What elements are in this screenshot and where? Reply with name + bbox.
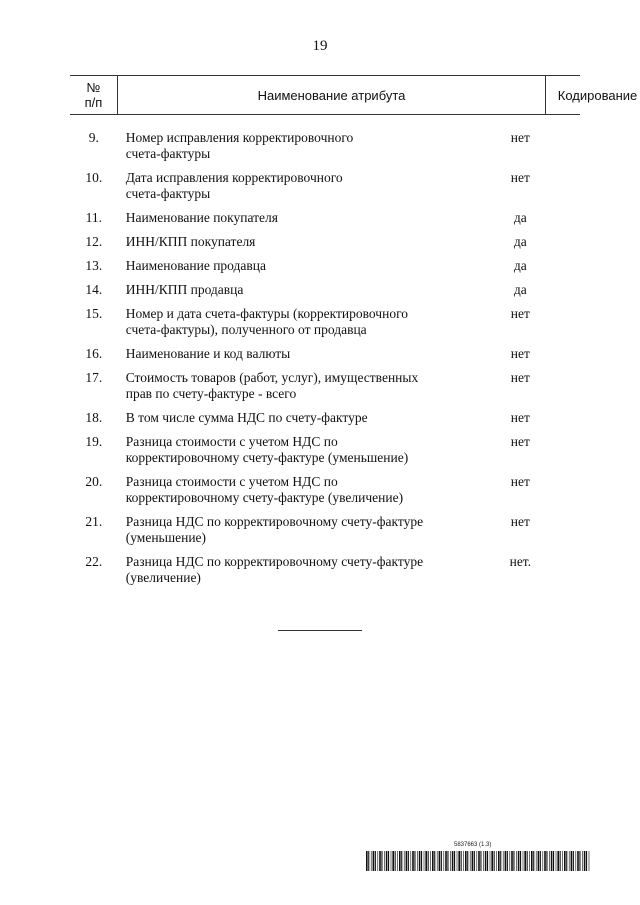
row-number: 14. (85, 282, 103, 297)
table-row (70, 234, 580, 250)
row-number: 13. (85, 258, 103, 273)
row-attribute-name: Наименование продавца (125, 258, 266, 273)
row-attribute-name: Разница НДС по корректировочному счету-фактуре (уменьшение) (125, 514, 424, 545)
row-number: 12. (85, 234, 103, 249)
row-number: 22. (85, 554, 103, 569)
table-header (70, 75, 638, 115)
row-coding: да (513, 258, 527, 273)
table-row (70, 346, 580, 362)
table-row (70, 130, 580, 162)
row-number: 20. (85, 474, 103, 489)
row-coding: нет. (509, 554, 532, 569)
table-row (70, 554, 580, 586)
barcode-label: 5837663 (1.3) (454, 842, 492, 848)
row-number: 17. (85, 370, 103, 385)
row-number: 9. (88, 130, 99, 145)
row-number: 10. (85, 170, 103, 185)
row-coding: нет (510, 346, 530, 361)
row-coding: да (513, 282, 527, 297)
row-number: 16. (85, 346, 103, 361)
table-row (70, 514, 580, 546)
row-attribute-name: Дата исправления корректировочного счета-фактуры (125, 170, 343, 201)
row-attribute-name: Стоимость товаров (работ, услуг), имущественных прав по счету-фактуре - всего (125, 370, 419, 401)
table-row (70, 282, 580, 298)
row-coding: нет (510, 370, 530, 385)
row-coding: нет (510, 434, 530, 449)
table-row (70, 410, 580, 426)
row-coding: да (513, 234, 527, 249)
row-attribute-name: Номер исправления корректировочного счета-фактуры (125, 130, 354, 161)
row-attribute-name: Номер и дата счета-фактуры (корректировочного счета-фактуры), полученного от продавца (125, 306, 409, 337)
row-coding: нет (510, 474, 530, 489)
row-coding: да (513, 210, 527, 225)
row-attribute-name: Разница НДС по корректировочному счету-фактуре (увеличение) (125, 554, 424, 585)
row-attribute-name: В том числе сумма НДС по счету-фактуре (125, 410, 368, 425)
row-attribute-name: ИНН/КПП покупателя (125, 234, 256, 249)
row-number: 15. (85, 306, 103, 321)
table-row (70, 210, 580, 226)
table-row (70, 474, 580, 506)
page-number: 19 (312, 38, 328, 54)
row-coding: нет (510, 170, 530, 185)
attribute-table-body (70, 130, 580, 594)
header-number: № п/п (84, 80, 103, 110)
row-attribute-name: Разница стоимости с учетом НДС по корректировочному счету-фактуре (уменьшение) (125, 434, 409, 465)
table-row (70, 306, 580, 338)
header-coding: Кодирование (557, 87, 638, 103)
row-attribute-name: Наименование и код валюты (125, 346, 291, 361)
row-number: 21. (85, 514, 103, 529)
table-row (70, 434, 580, 466)
row-coding: нет (510, 130, 530, 145)
table-row (70, 170, 580, 202)
barcode-image (366, 851, 592, 871)
row-coding: нет (510, 410, 530, 425)
row-number: 19. (85, 434, 103, 449)
table-row (70, 258, 580, 274)
row-number: 11. (85, 210, 103, 225)
table-row (70, 370, 580, 402)
row-number: 18. (85, 410, 103, 425)
row-coding: нет (510, 306, 530, 321)
end-divider (278, 630, 362, 631)
row-attribute-name: ИНН/КПП продавца (125, 282, 244, 297)
row-attribute-name: Наименование покупателя (125, 210, 278, 225)
row-coding: нет (510, 514, 530, 529)
header-attribute-name: Наименование атрибута (117, 76, 546, 114)
barcode-block (366, 842, 592, 872)
row-attribute-name: Разница стоимости с учетом НДС по корректировочному счету-фактуре (увеличение) (125, 474, 404, 505)
